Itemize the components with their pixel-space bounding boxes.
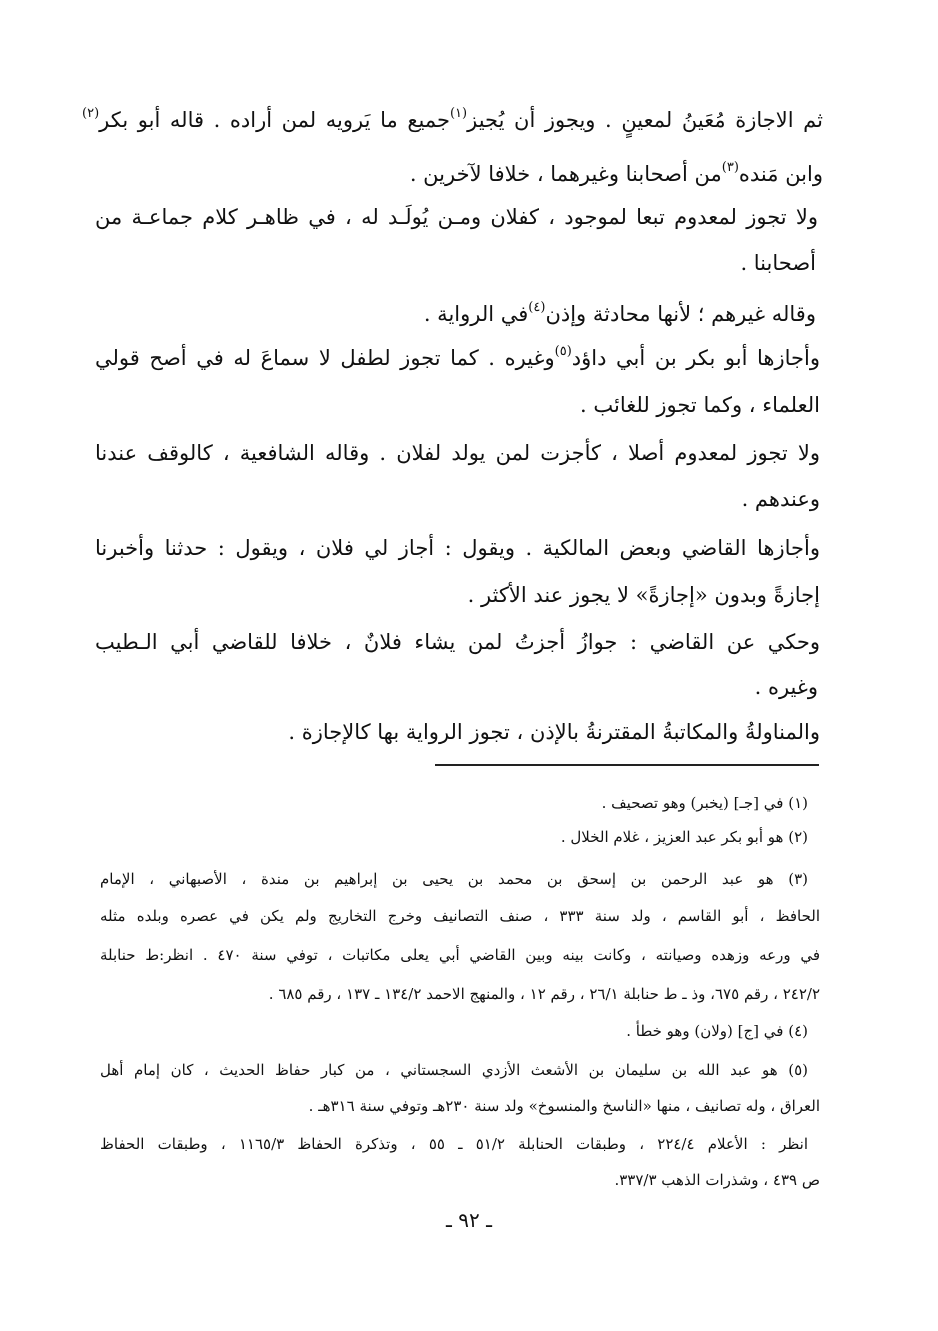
text-line: ولا تجوز لمعدوم أصلا ، كأجزت لمن يولد لفلان . وقاله الشافعية ، كالوقف عندنا — [95, 441, 820, 465]
footnote-marker[interactable]: (٤) — [528, 300, 546, 315]
text-line: العلماء ، وكما تجوز للغائب . — [580, 393, 820, 417]
text-line: وابن مَنده$^{(٣)}$من أصحابنا وغيرهما ، خلافا لآخرين . — [409, 160, 823, 186]
footnote-marker[interactable]: (٣) — [721, 160, 739, 175]
text-line: ولا تجوز لمعدوم تبعا لموجود ، كفلان ومـن يُولَـد له ، في ظاهـر كلام جماعـة من — [95, 205, 818, 229]
footnote-marker[interactable]: (٥) — [554, 344, 572, 359]
footnote-divider — [435, 764, 819, 766]
text-line: ثم الاجازة مُعَينُ لمعينٍ . ويجوز أن يُجيز$^{(١)}$جميع ما يَرويه لمن أراده . قاله أبو بكر$^{(٢)}$ — [82, 106, 823, 132]
footnote-5: ص ٤٣٩ ، وشذرات الذهب ٣٣٧/٣. — [614, 1171, 820, 1189]
footnote-marker[interactable]: (٢) — [82, 106, 100, 121]
text-line: وأجازها القاضي وبعض المالكية . ويقول : أجاز لي فلان ، ويقول : حدثنا وأخبرنا — [95, 536, 820, 560]
text-line: وعندهم . — [741, 487, 820, 511]
footnote-marker[interactable]: (١) — [449, 106, 468, 121]
text-line: إجازةً وبدون «إجازةً» لا يجوز عند الأكثر . — [467, 583, 820, 607]
text-line: وحكي عن القاضي : جوازُ أجزتُ لمن يشاء فلانٌ ، خلافا للقاضي أبي الـطيب — [95, 630, 820, 654]
page-number: ـ ٩٢ ـ — [446, 1208, 492, 1232]
text-line: وقاله غيرهم ؛ لأنها محادثة وإذن$^{(٤)}$في الرواية . — [423, 300, 816, 326]
footnote-3: ٢٤٢/٢ ، رقم ٦٧٥، وذ ـ ط حنابلة ٢٦/١ ، رقم ١٢ ، والمنهج الاحمد ١٣٤/٢ ـ ١٣٧ ، رقم ٦٨٥ . — [268, 985, 820, 1003]
footnote-3: في ورعه وزهده وصيانته ، وكانت بينه وبين القاضي أبي يعلى مكاتبات ، توفي سنة ٤٧٠ . انظر:ط حنابلة — [100, 946, 820, 964]
text-line: والمناولةُ والمكاتبةُ المقترنةُ بالإذن ، تجوز الرواية بها كالإجازة . — [288, 720, 820, 744]
footnote-1: (١) في [جـ] (يخبر) وهو تصحيف . — [601, 794, 808, 812]
footnote-3: (٣) هو عبد الرحمن بن إسحق بن محمد بن يحيى بن إبراهيم بن مندة ، الأصبهاني ، الإمام — [100, 870, 808, 888]
text-line: وأجازها أبو بكر بن أبي داؤد$^{(٥)}$وغيره . كما تجوز لطفل لا سماعَ له في أصح قولي — [95, 344, 820, 370]
footnote-2: (٢) هو أبو بكر عبد العزيز ، غلام الخلال . — [560, 828, 808, 846]
footnote-5: العراق ، وله تصانيف ، منها «الناسخ والمنسوخ» ولد سنة ٢٣٠هـ وتوفي سنة ٣١٦هـ . — [308, 1097, 820, 1115]
footnote-5: (٥) هو عبد الله بن سليمان بن الأشعث الأزدي السجستاني ، من كبار حفاظ الحديث ، كان إمام أهل — [100, 1061, 808, 1079]
text-line: وغيره . — [754, 675, 818, 699]
text-line: أصحابنا . — [740, 251, 816, 275]
footnote-3: الحافظ ، أبو القاسم ، ولد سنة ٣٣٣ ، صنف التصانيف وخرج التخاريج ولم يكن في عصره وبلده مثله — [100, 907, 820, 925]
footnote-4: (٤) في [ج] (ولان) وهو خطأ . — [626, 1022, 808, 1040]
footnote-5: انظر : الأعلام ٢٢٤/٤ ، وطبقات الحنابلة ٥١/٢ ـ ٥٥ ، وتذكرة الحفاظ ١١٦٥/٣ ، وطبقات الحفاظ — [100, 1135, 809, 1153]
